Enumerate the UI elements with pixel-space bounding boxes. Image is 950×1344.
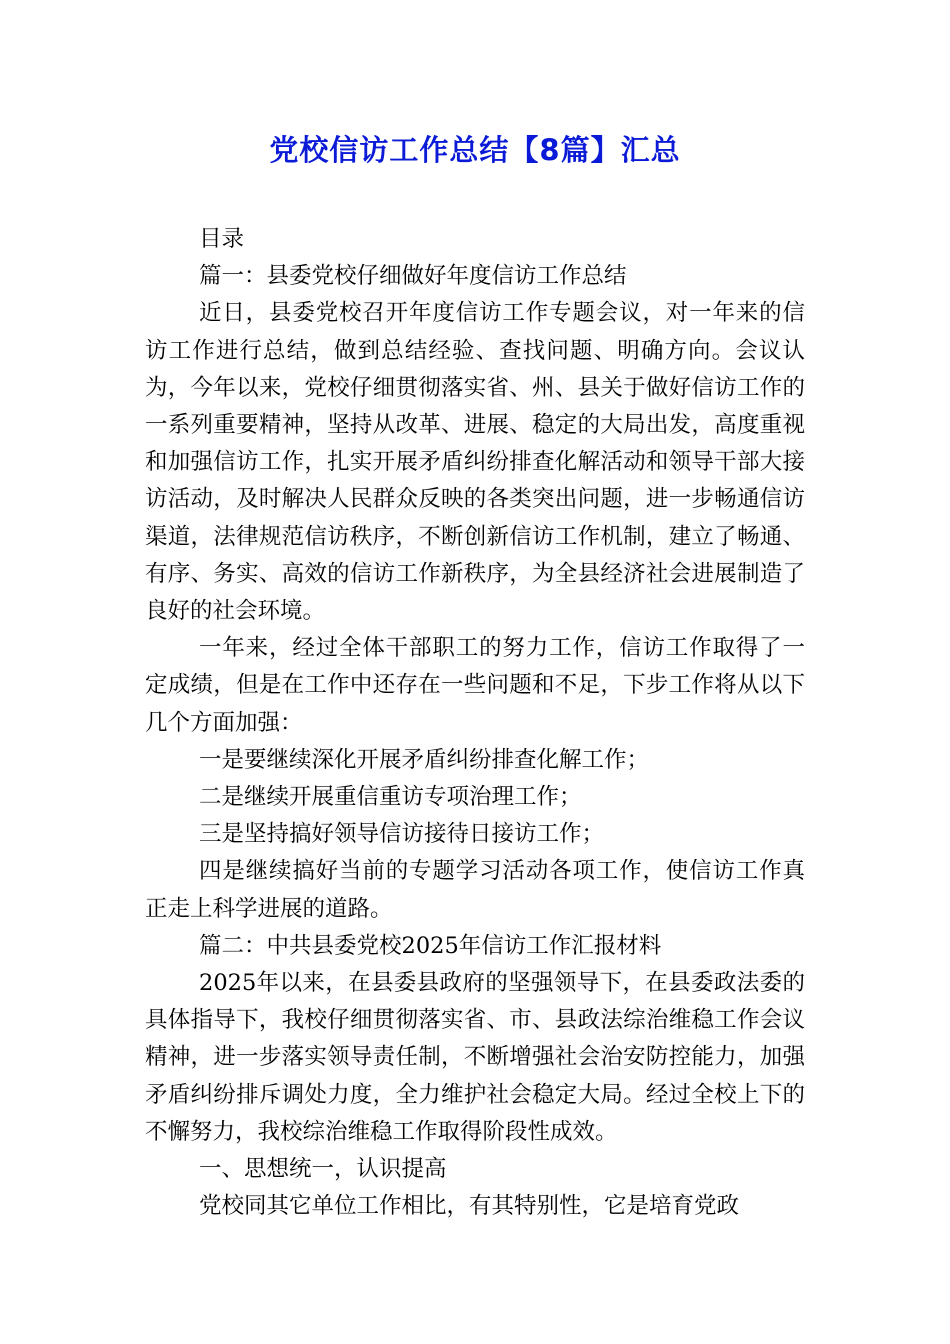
- paragraph: 近日，县委党校召开年度信访工作专题会议，对一年来的信访工作进行总结，做到总结经验、查找问题、明确方向。会议认为，今年以来，党校仔细贯彻落实省、州、县关于做好信访工作的一系列重要精神，坚持从改革、进展、稳定的大局出发，高度重视和加强信访工作，扎实开展矛盾纠纷排查化解活动和领导干部大接访活动，及时解决人民群众反映的各类突出问题，进一步畅通信访渠道，法律规范信访秩序，不断创新信访工作机制，建立了畅通、有序、务实、高效的信访工作新秩序，为全县经济社会进展制造了良好的社会环境。: [145, 300, 805, 625]
- list-item: 一是要继续深化开展矛盾纠纷排查化解工作；: [199, 746, 650, 773]
- section-heading-2: 篇二：中共县委党校2025年信访工作汇报材料: [199, 932, 662, 959]
- paragraph: 一年来，经过全体干部职工的努力工作，信访工作取得了一定成绩，但是在工作中还存在一些问题和不足，下步工作将从以下几个方面加强：: [145, 635, 805, 736]
- toc-heading: 目录: [199, 226, 245, 252]
- list-item: 二是继续开展重信重访专项治理工作；: [199, 784, 582, 811]
- document-title: 党校信访工作总结【8篇】汇总: [269, 133, 681, 167]
- paragraph: 2025年以来，在县委县政府的坚强领导下，在县委政法委的具体指导下，我校仔细贯彻落实省、市、县政法综治维稳工作会议精神，进一步落实领导责任制，不断增强社会治安防控能力，加强矛盾纠纷排斥调处力度，全力维护社会稳定大局。经过全校上下的不懈努力，我校综治维稳工作取得阶段性成效。: [145, 970, 805, 1145]
- list-item: 四是继续搞好当前的专题学习活动各项工作，使信访工作真正走上科学进展的道路。: [145, 858, 805, 922]
- list-item: 三是坚持搞好领导信访接待日接访工作；: [199, 821, 605, 848]
- section-heading-1: 篇一：县委党校仔细做好年度信访工作总结: [199, 263, 627, 290]
- paragraph: 党校同其它单位工作相比，有其特别性，它是培育党政: [199, 1193, 740, 1220]
- document-body: [145, 221, 805, 1225]
- subsection-heading: 一、思想统一，认识提高: [199, 1156, 447, 1183]
